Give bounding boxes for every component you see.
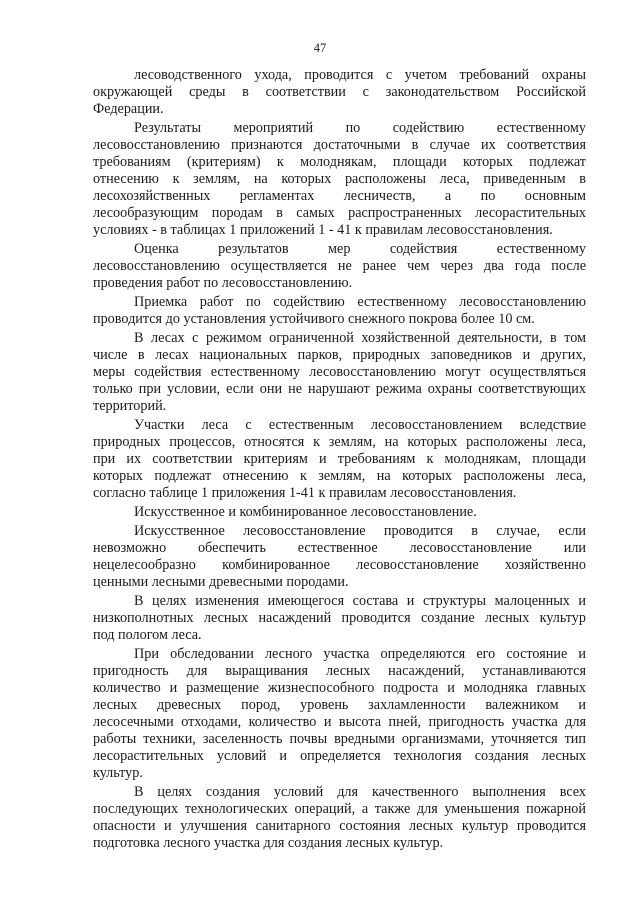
- paragraph-line: согласно таблице 1 приложения 1-41 к правилам лесовосстановления.: [93, 485, 517, 501]
- paragraph-line: лесообразующим породам в самых распространенных лесорастительных: [93, 205, 586, 221]
- paragraph-line: лесоводственного ухода, проводится с учетом требований охраны: [134, 67, 586, 83]
- paragraph-line: меры содействия естественному лесовосстановлению могут осуществляться: [93, 364, 586, 380]
- paragraph-line: Искусственное и комбинированное лесовосстановление.: [134, 504, 477, 520]
- paragraph-line: Искусственное лесовосстановление проводится в случае, если: [134, 523, 586, 539]
- paragraph-line: лесосечными отходами, количество и высота пней, пригодность участка для: [93, 714, 586, 730]
- paragraph-line: отнесению к землям, на которых расположены леса, приведенным в: [93, 171, 586, 187]
- paragraph: [93, 784, 586, 852]
- paragraph-line: только при условии, если они не нарушают режима охраны соответствующих: [93, 381, 586, 397]
- paragraph: [93, 294, 586, 328]
- paragraph: [93, 67, 586, 118]
- paragraph: [93, 646, 586, 782]
- paragraph-line: Результаты мероприятий по содействию естественному: [134, 120, 586, 136]
- paragraph-line: лесовосстановлению осуществляется не ранее чем через два года после: [93, 258, 586, 274]
- paragraph-line: количество и размещение жизнеспособного подроста и молодняка главных: [93, 680, 586, 696]
- paragraph-line: лесохозяйственных регламентах лесничеств, а по основным: [93, 188, 586, 204]
- paragraph-line: опасности и улучшения санитарного состояния лесных культур проводится: [93, 818, 586, 834]
- paragraph-line: природных процессов, относятся к землям, на которых расположены леса,: [93, 434, 586, 450]
- paragraph-line: под пологом леса.: [93, 627, 202, 643]
- paragraph: [93, 120, 586, 239]
- paragraph-line: пригодность для выращивания лесных насаждений, устанавливаются: [93, 663, 586, 679]
- paragraph-line: при их соответствии критериям и требованиям к молоднякам, площади: [93, 451, 586, 467]
- paragraph-line: условиях - в таблицах 1 приложений 1 - 41 к правилам лесовосстановления.: [93, 222, 553, 238]
- paragraph-line: подготовка лесного участка для создания лесных культур.: [93, 835, 444, 851]
- paragraph-line: Приемка работ по содействию естественному лесовосстановлению: [134, 294, 586, 310]
- paragraph: [93, 417, 586, 502]
- paragraph-line: окружающей среды в соответствии с законодательством Российской: [93, 84, 586, 100]
- paragraph-line: лесовосстановлению признаются достаточными в случае их соответствия: [93, 137, 586, 153]
- paragraph-line: культур.: [93, 765, 143, 781]
- paragraph-line: Участки леса с естественным лесовосстановлением вследствие: [134, 417, 586, 433]
- paragraph: [93, 593, 586, 644]
- paragraph-line: ценными лесными древесными породами.: [93, 574, 349, 590]
- paragraph-line: В целях изменения имеющегося состава и структуры малоценных и: [134, 593, 586, 609]
- paragraph-line: В целях создания условий для качественного выполнения всех: [134, 784, 586, 800]
- paragraph-line: территорий.: [93, 398, 167, 414]
- paragraph: [93, 241, 586, 292]
- paragraph: [93, 504, 586, 521]
- page-number: 47: [313, 41, 327, 55]
- paragraph-line: нецелесообразно комбинированное лесовосстановление хозяйственно: [93, 557, 586, 573]
- paragraph-line: проводится до установления устойчивого снежного покрова более 10 см.: [93, 311, 535, 327]
- paragraph-line: В лесах с режимом ограниченной хозяйственной деятельности, в том: [134, 330, 586, 346]
- paragraph-line: Оценка результатов мер содействия естественному: [134, 241, 586, 257]
- paragraph-line: При обследовании лесного участка определяются его состояние и: [134, 646, 586, 662]
- paragraph-line: лесных древесных пород, уровень захламленности валежником и: [93, 697, 586, 713]
- body-text: [93, 67, 586, 852]
- paragraph-line: Федерации.: [93, 101, 164, 117]
- paragraph-line: которых подлежат отнесению к землям, на которых расположены леса,: [93, 468, 586, 484]
- paragraph-line: работы техники, заселенность почвы вредными организмами, уточняется тип: [93, 731, 586, 747]
- paragraph-line: числе в лесах национальных парков, природных заповедников и других,: [93, 347, 586, 363]
- paragraph: [93, 330, 586, 415]
- paragraph-line: лесорастительных условий и определяется технология создания лесных: [93, 748, 586, 764]
- paragraph-line: низкополнотных лесных насаждений проводится создание лесных культур: [93, 610, 586, 626]
- paragraph-line: последующих технологических операций, а также для уменьшения пожарной: [93, 801, 586, 817]
- paragraph-line: проведения работ по лесовосстановлению.: [93, 275, 353, 291]
- paragraph-line: требованиям (критериям) к молоднякам, площади которых подлежат: [93, 154, 586, 170]
- paragraph-line: невозможно обеспечить естественное лесовосстановление или: [93, 540, 586, 556]
- paragraph: [93, 523, 586, 591]
